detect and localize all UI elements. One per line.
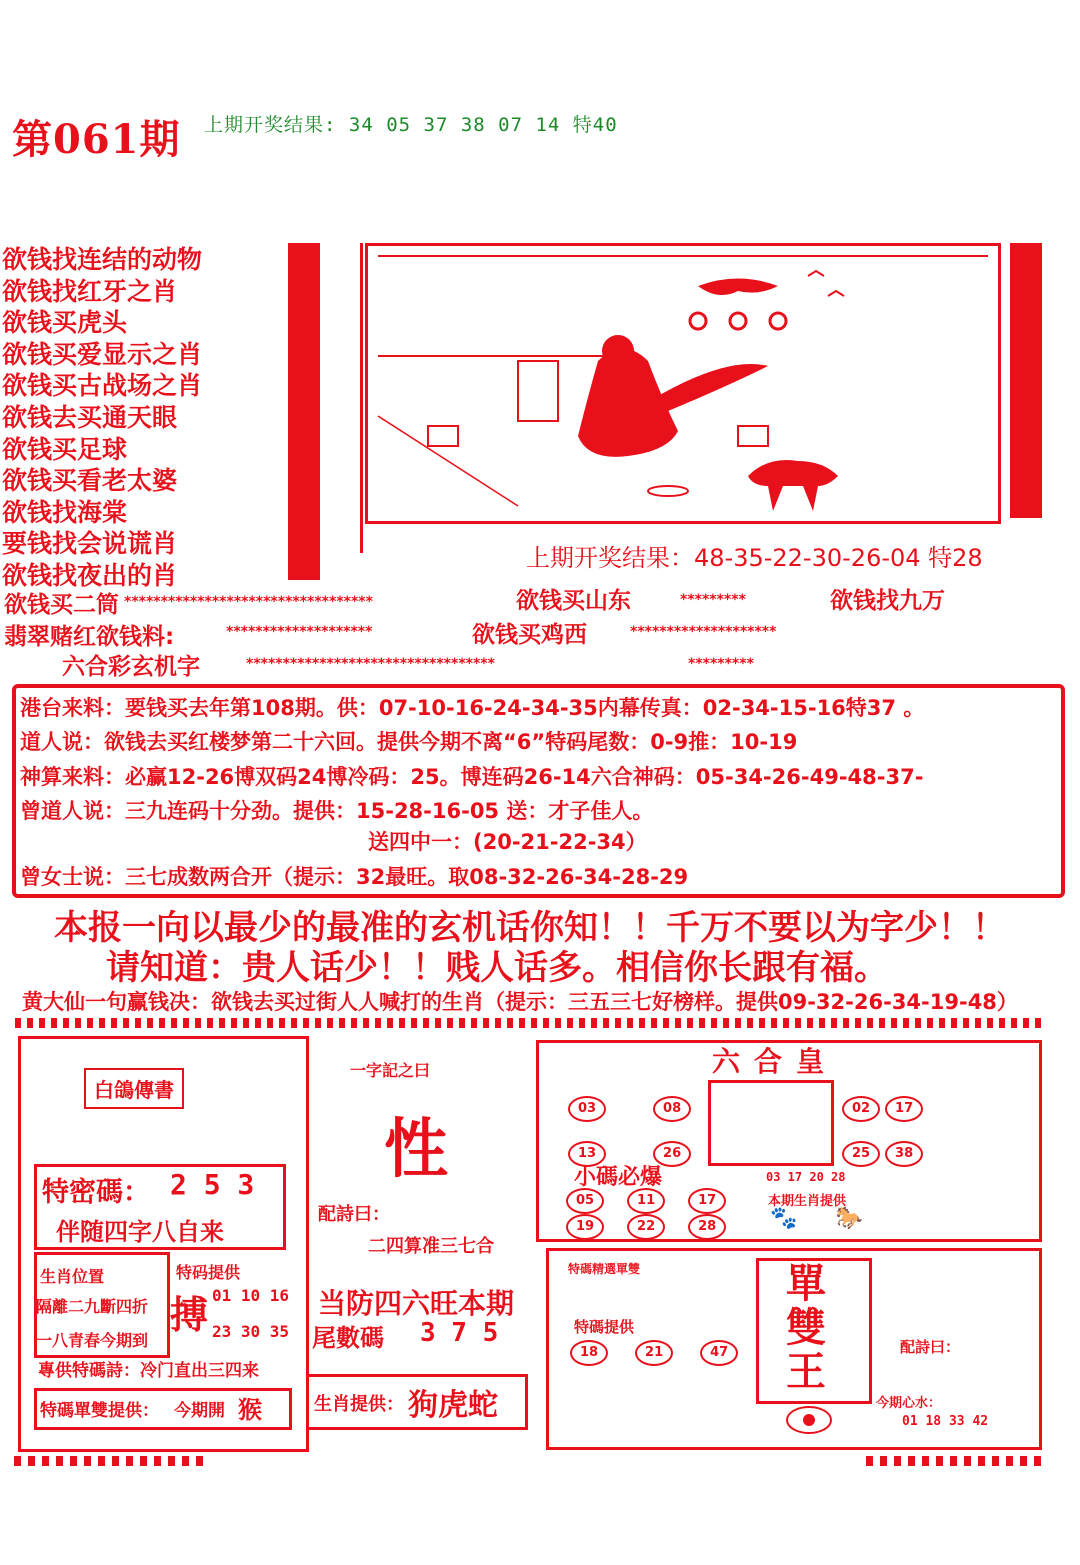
number-ball: 28 [688,1214,726,1240]
tail-value: 3 7 5 [420,1318,499,1348]
one-char-head: 一字記之曰 [350,1061,431,1080]
sdk-char: 單 [786,1260,826,1307]
sdk-char: 雙 [786,1304,826,1351]
rb-final-nums: 01 18 33 42 [902,1414,989,1429]
row1-c: 欲钱找九万 [830,588,945,614]
zodiac-value: 狗虎蛇 [408,1388,498,1423]
small-code-label: 小碼必爆 [574,1164,663,1190]
number-ball: 26 [653,1141,691,1167]
rb-today-label: 今期心水： [876,1396,942,1411]
row1-b: 欲钱买山东 [516,588,631,614]
pigeon-title: 白鴿傳書 [84,1068,184,1109]
one-char: 性 [384,1112,448,1187]
illustration-art [368,246,998,521]
riddle-item: 要钱找会说谎肖 [2,529,178,559]
info-row: 港台来料：要钱买去年第108期。供：07-10-16-24-34-35内幕传真：02-34-15-16特37 。 [20,696,925,720]
number-ball: 11 [627,1188,665,1214]
issue-number: 第061期 [12,116,181,163]
mid-poem-label: 配詩曰： [318,1204,390,1225]
riddle-item: 欲钱买爱显示之肖 [2,339,203,369]
riddle-item: 欲钱买虎头 [2,308,128,338]
riddle-item: 欲钱买足球 [2,434,128,464]
star-divider [15,1018,1045,1028]
left-bar-frame [320,243,363,553]
number-ball: 05 [566,1188,604,1214]
riddle-item: 欲钱买古战场之肖 [2,371,203,401]
last-result-top: 上期开奖结果: 34 05 37 38 07 14 特40 [204,114,618,136]
ball-group-b [842,1096,926,1167]
info-row: 曾女士说：三七成数两合开（提示：32最旺。取08-32-26-34-28-29 [20,865,689,889]
ball-group-a [568,1096,696,1167]
illustration [365,243,1001,524]
bottom-stars-left [14,1456,204,1466]
row2-stars-2: ******************** [630,624,777,640]
number-ball: 13 [568,1141,606,1167]
row3-stars-2: ********* [688,656,754,672]
pair-value: 今期開 [174,1401,225,1421]
poem-line: 專供特碼詩：冷门直出三四来 [38,1361,259,1381]
code-value: 2 5 3 [170,1168,255,1201]
tail-label: 尾數碼 [312,1324,384,1352]
row1-stars-2: ********* [680,592,746,608]
riddle-item: 欲钱找海棠 [2,497,128,527]
riddle-item: 欲钱找连结的动物 [2,245,203,274]
right-red-bar [1010,243,1042,518]
number-ball: 08 [653,1096,691,1122]
row2-stars: ******************** [226,624,373,640]
rb-offer-label: 特碼提供 [574,1318,635,1336]
ball-group-c [566,1188,746,1240]
row1-stars: ********************************** [124,594,373,610]
sdk-char: 王 [786,1348,826,1395]
info-stamp [708,1080,834,1166]
single-double-king [786,1262,826,1394]
riddle-item: 欲钱找夜出的肖 [2,560,178,590]
offer-label: 特码提供 [176,1263,241,1282]
position-line-1: 隔離二九斷四折 [36,1297,149,1316]
code-note: 伴随四字八自来 [56,1217,224,1246]
row2-b: 欲钱买鸡西 [472,622,587,648]
row3-stars: ********************************** [246,656,495,672]
number-ball: 25 [842,1141,880,1167]
info-row: 曾道人说：三九连码十分劲。提供：15-28-16-05 送：才子佳人。 [20,799,654,823]
riddle-item: 欲钱找红牙之肖 [2,276,178,306]
number-ball: 17 [688,1188,726,1214]
left-red-bar [288,243,320,580]
slogan-1: 本报一向以最少的最准的玄机话你知！！千万不要以为字少！！ [54,908,1006,948]
mid-slogan: 当防四六旺本期 [318,1287,515,1320]
info-row: 道人说：欲钱去买红楼梦第二十六回。提供今期不离“6”特码尾数：0-9推：10-19 [20,730,798,754]
number-ball: 18 [570,1340,608,1366]
bottom-stars-right [866,1456,1046,1466]
slogan-2: 请知道：贵人话少！！贱人话多。相信你长跟有福。 [106,948,888,988]
flower-ornament [784,1404,834,1436]
number-ball: 19 [566,1214,604,1240]
number-ball: 17 [885,1096,923,1122]
zodiac-label: 生肖提供： [314,1394,404,1415]
offer-nums-1: 01 10 16 [212,1286,290,1305]
liuhe-title: 六合皇 [712,1045,839,1078]
small-nums-line: 03 17 20 28 [766,1170,846,1184]
riddle-item: 欲钱去买通天眼 [2,402,178,432]
flower-icon [784,1404,834,1436]
riddle-item: 欲钱买看老太婆 [2,466,178,496]
offer-nums-2: 23 30 35 [212,1322,290,1341]
number-ball: 22 [627,1214,665,1240]
info-row: 神算来料：必赢12-26博双码24博冷码：25。博连码26-14六合神码：05-34-26-49-48-37- [20,765,924,789]
number-ball: 47 [700,1340,738,1366]
zodiac-offer-label: 本期生肖提供 [768,1194,847,1209]
riddle-list [2,244,272,592]
rb-balls [570,1340,738,1366]
position-label: 生肖位置 [40,1267,105,1286]
pair-label: 特碼單雙提供： [40,1401,159,1421]
last-result-2: 上期开奖结果：48-35-22-30-26-04 特28 [526,544,983,572]
mid-poem: 二四算准三七合 [368,1236,494,1257]
pair-zodiac: 猴 [238,1396,262,1424]
number-ball: 02 [842,1096,880,1122]
rb-poem-label: 配詩曰： [900,1338,961,1356]
number-ball: 21 [635,1340,673,1366]
pair-head: 特碼精選單雙 [568,1262,641,1276]
row3-a: 六合彩玄机字 [62,654,200,680]
bo-char: 搏 [170,1292,209,1337]
row2-a: 翡翠赌红欲钱料: [4,624,175,650]
info-row: 送四中一：(20-21-22-34） [368,830,647,854]
number-ball: 38 [885,1141,923,1167]
row1-a: 欲钱买二筒 [4,592,119,618]
position-line-2: 一八青春今期到 [36,1331,149,1350]
number-ball: 03 [568,1096,606,1122]
code-label: 特密碼： [42,1177,150,1208]
zodiac-animal-icons: 🐾 🐎 [770,1206,864,1231]
wong-tai-sin-tip: 黄大仙一句赢钱决：欲钱去买过街人人喊打的生肖（提示：三五三七好榜样。提供09-32-26-34-19-48） [22,990,1018,1014]
